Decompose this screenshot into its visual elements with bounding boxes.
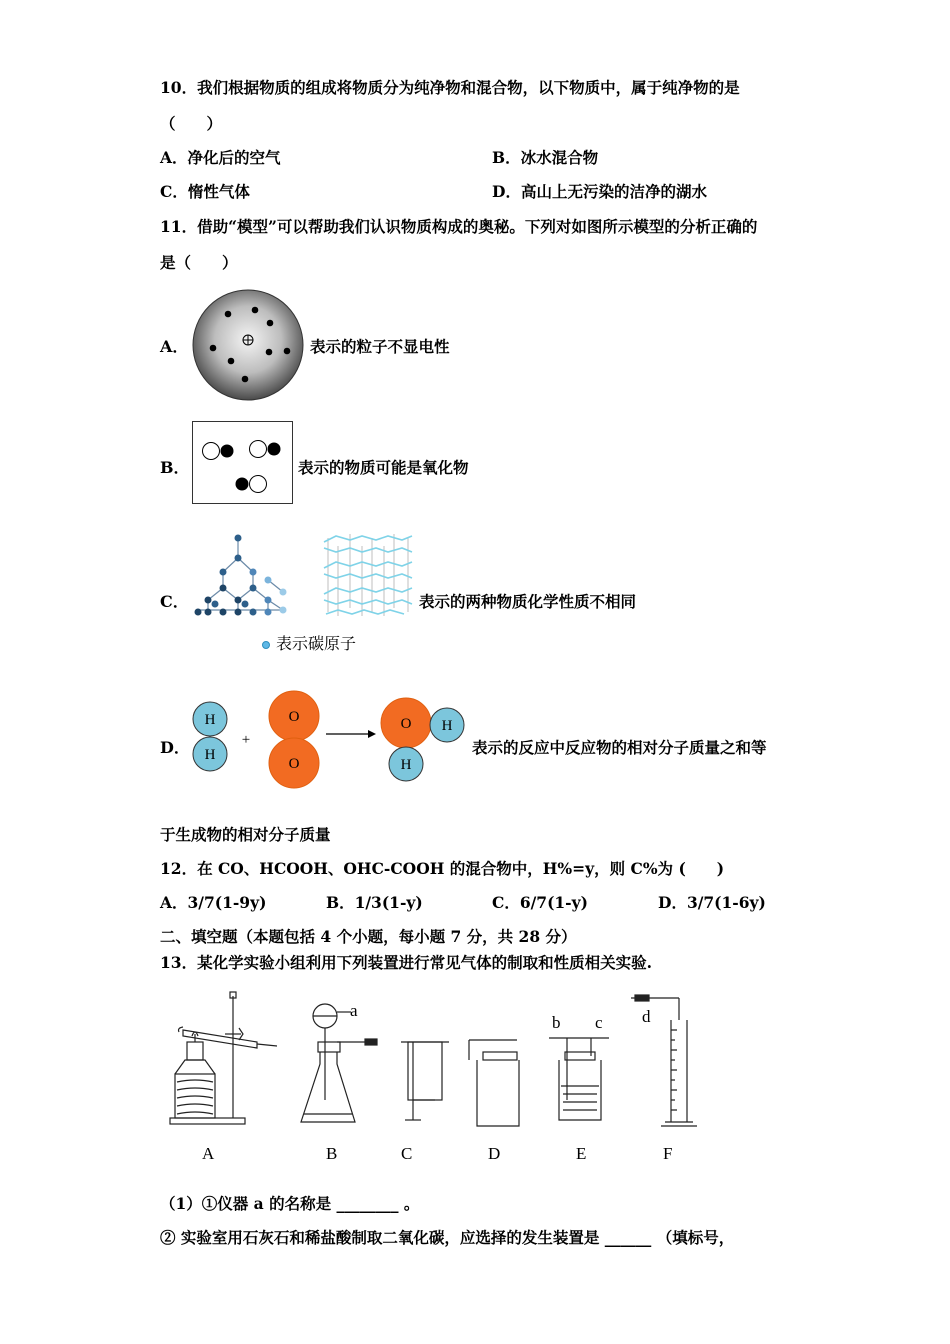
q13-sub1: （1）①仪器 a 的名称是 ________ 。 xyxy=(160,1194,420,1213)
molecule-box-figure xyxy=(192,421,294,505)
apparatus-e xyxy=(549,1038,609,1120)
apparatus-f xyxy=(631,995,697,1126)
apparatus-label-a: A xyxy=(202,1144,215,1163)
q13-sub2: ② 实验室用石灰石和稀盐酸制取二氧化碳，应选择的发生装置是 ______ （填标号， xyxy=(160,1228,735,1247)
graphite-structure-figure xyxy=(322,528,414,620)
q11-option-a-text: 表示的粒子不显电性 xyxy=(310,337,450,356)
atom-o-1: O xyxy=(288,709,300,725)
q12-option-d: D．3/7(1-6y) xyxy=(658,893,766,912)
q10-option-b: B．冰水混合物 xyxy=(492,148,599,167)
atom-h-1: H xyxy=(204,712,216,728)
apparatus-label-b: B xyxy=(326,1144,338,1163)
q10-option-a: A．净化后的空气 xyxy=(160,148,281,167)
apparatus-label-f: F xyxy=(663,1144,673,1163)
q12-stem: 12．在 CO、HCOOH、OHC-COOH 的混合物中，H%=y，则 C%为 ( ) xyxy=(160,859,725,878)
q11-option-c-label: C． xyxy=(160,592,189,611)
plus-sign: + xyxy=(241,732,251,748)
q13-stem: 13．某化学实验小组利用下列装置进行常见气体的制取和性质相关实验. xyxy=(160,953,652,972)
q12-option-b: B．1/3(1-y) xyxy=(326,893,423,912)
atom-o-3: O xyxy=(400,716,412,732)
reaction-figure xyxy=(190,694,480,790)
q10-stem: 10．我们根据物质的组成将物质分为纯净物和混合物，以下物质中，属于纯净物的是 xyxy=(160,78,740,97)
q11-stem: 11．借助“模型”可以帮助我们认识物质构成的奥秘。下列对如图所示模型的分析正确的 xyxy=(160,217,758,236)
nucleus-icon xyxy=(243,335,253,345)
q10-option-c: C．惰性气体 xyxy=(160,182,250,201)
mark-a: a xyxy=(350,1001,358,1020)
q11-option-d-text-cont: 于生成物的相对分子质量 xyxy=(160,825,331,844)
atom-model-figure xyxy=(191,288,305,402)
atom-h-2: H xyxy=(204,747,216,763)
q11-option-d-text: 表示的反应中反应物的相对分子质量之和等 xyxy=(472,738,767,757)
apparatus-b xyxy=(301,1001,377,1122)
mark-b: b xyxy=(552,1013,561,1032)
section-heading: 二、填空题（本题包括 4 个小题，每小题 7 分，共 28 分） xyxy=(160,927,577,946)
carbon-atom-legend-text: 表示碳原子 xyxy=(276,634,357,653)
atom-o-2: O xyxy=(288,756,300,772)
q11-option-b-text: 表示的物质可能是氧化物 xyxy=(298,458,469,477)
apparatus-a xyxy=(170,992,277,1124)
apparatus-label-c: C xyxy=(401,1144,413,1163)
diamond-structure-figure xyxy=(193,530,293,620)
apparatus-label-e: E xyxy=(576,1144,587,1163)
q12-option-c: C．6/7(1-y) xyxy=(492,893,588,912)
carbon-atom-icon xyxy=(261,640,271,650)
q11-option-d-label: D． xyxy=(160,738,190,757)
q10-paren: （ ） xyxy=(160,114,223,133)
q11-option-b-label: B． xyxy=(160,458,190,477)
apparatus-label-d: D xyxy=(488,1144,501,1163)
atom-h-4: H xyxy=(400,757,412,773)
apparatus-d xyxy=(469,1040,519,1126)
q11-option-a-label: A． xyxy=(160,337,189,356)
q10-option-d: D．高山上无污染的洁净的湖水 xyxy=(492,182,707,201)
q12-option-a: A．3/7(1-9y) xyxy=(160,893,267,912)
apparatus-c xyxy=(401,1042,449,1120)
atom-h-3: H xyxy=(441,718,453,734)
mark-c: c xyxy=(595,1013,603,1032)
mark-d: d xyxy=(642,1007,651,1026)
q11-stem-cont: 是（ ） xyxy=(160,253,238,272)
q11-option-c-text: 表示的两种物质化学性质不相同 xyxy=(419,592,637,611)
apparatus-figure xyxy=(165,990,725,1140)
